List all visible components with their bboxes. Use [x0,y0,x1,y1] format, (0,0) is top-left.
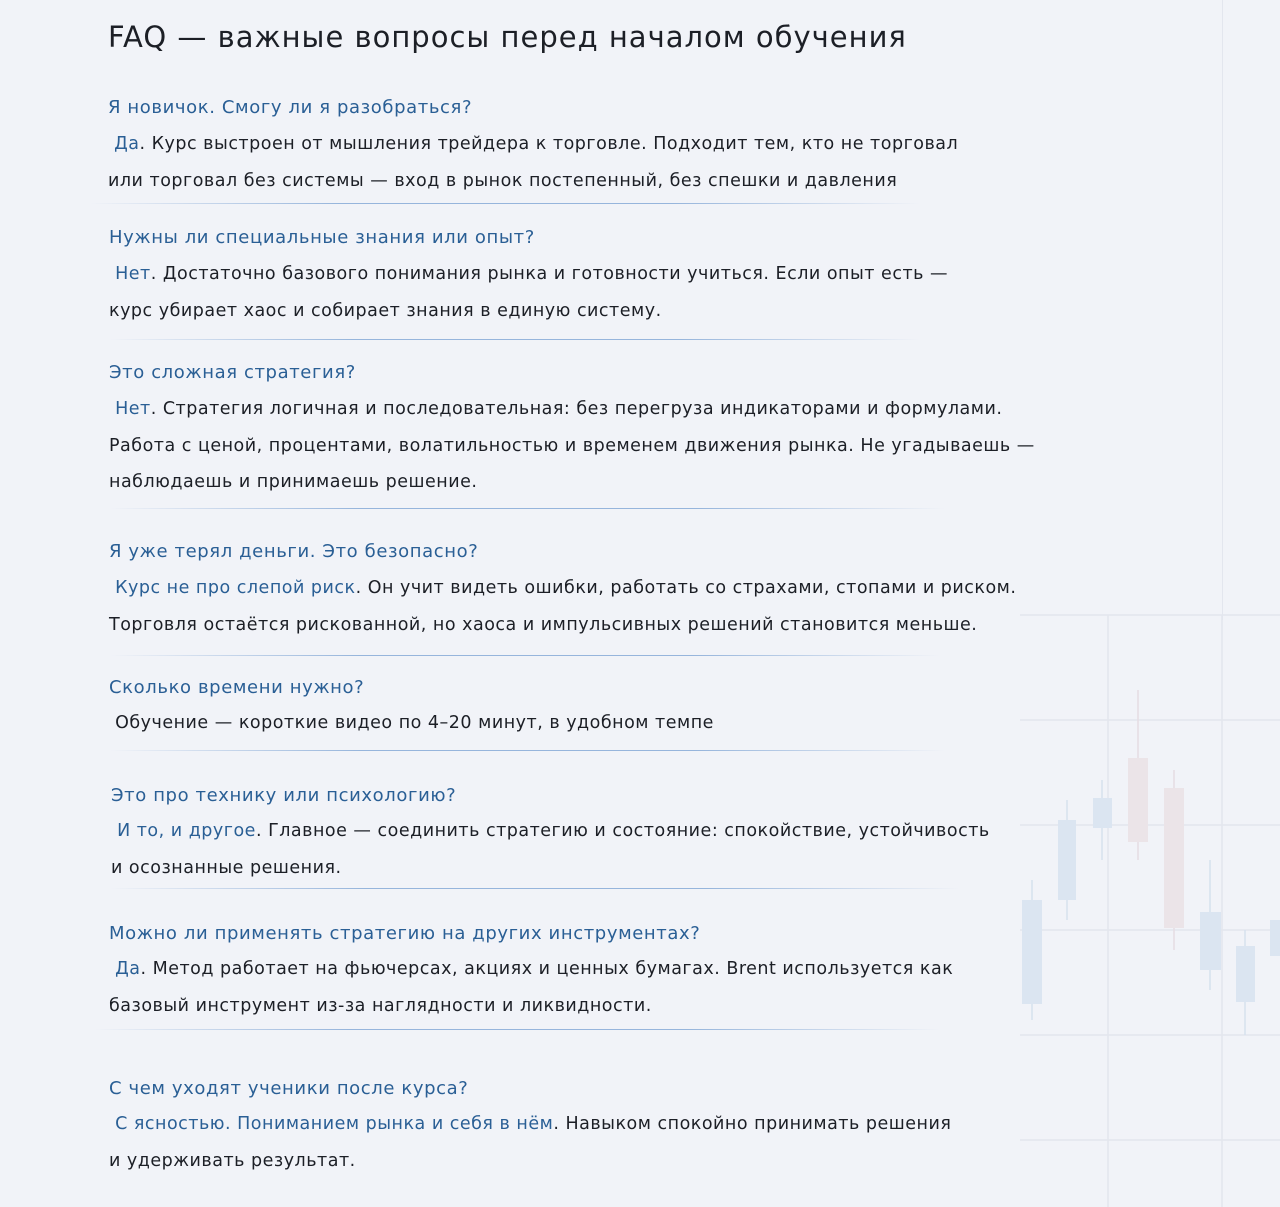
faq-answer-line [109,391,1035,428]
faq-answer-text: . Достаточно базового понимания рынка и готовности учиться. Если опыт есть — [150,264,949,284]
faq-question: Можно ли применять стратегию на других инструментах? [109,923,701,944]
background-candlestick-chart [1020,0,1280,1207]
faq-answer-line [111,813,990,850]
faq-question: Нужны ли специальные знания или опыт? [109,227,535,248]
faq-answer-line [109,1106,951,1143]
faq-answer-line: наблюдаешь и принимаешь решение. [109,472,478,492]
faq-answer-line: и осознанные решения. [111,857,342,878]
faq-answer-line: Торговля остаётся рискованной, но хаоса и импульсивных решений становится меньше. [109,614,978,635]
faq-answer [108,126,958,199]
candles [1022,690,1280,1035]
faq-answer [109,1106,951,1179]
faq-answer-text: Обучение — короткие видео по 4–20 минут, в удобном темпе [115,713,714,733]
faq-answer [109,391,1035,501]
faq-answer [109,256,948,329]
faq-divider [95,1029,940,1030]
faq-answer-lead: Нет [115,264,151,284]
faq-answer [111,813,990,886]
faq-answer-line: базовый инструмент из-за наглядности и ликвидности. [109,995,652,1016]
faq-question: Я уже терял деньги. Это безопасно? [109,541,479,562]
faq-answer-text: . Курс выстроен от мышления трейдера к торговле. Подходит тем, кто не торговал [139,134,959,154]
faq-answer-line [109,705,714,742]
faq-question: Сколько времени нужно? [109,677,365,698]
faq-answer-lead: Курс не про слепой риск [115,578,356,598]
faq-answer-line [109,256,948,293]
faq-answer-lead: Нет [115,399,151,419]
faq-answer-text: . Навыком спокойно принимать решения [553,1114,952,1134]
faq-answer-line [109,570,1016,607]
faq-answer-text: . Стратегия логичная и последовательная: без перегруза индикаторами и формулами. [150,399,1003,419]
faq-answer-line [109,951,953,988]
faq-divider [110,750,945,751]
faq-answer-text: . Он учит видеть ошибки, работать со страхами, стопами и риском. [355,578,1017,598]
faq-answer-line: Работа с ценой, процентами, волатильностью и временем движения рынка. Не угадываешь — [109,435,1035,456]
faq-answer-lead: С ясностью. Пониманием рынка и себя в нём [115,1114,554,1134]
faq-question: Это сложная стратегия? [109,362,356,383]
faq-answer-line: и удерживать результат. [109,1150,356,1171]
faq-answer-text: . Главное — соединить стратегию и состояние: спокойствие, устойчивость [255,821,990,841]
faq-divider [110,339,920,340]
faq-answer [109,705,714,742]
faq-question: С чем уходят ученики после курса? [109,1078,469,1099]
faq-question: Я новичок. Смогу ли я разобраться? [108,97,473,118]
faq-answer-text: . Метод работает на фьючерсах, акциях и ценных бумагах. Brent используется как [140,959,954,979]
faq-answer-line: или торговал без системы — вход в рынок постепенный, без спешки и давления [108,170,898,191]
faq-answer-lead: Да [114,134,140,154]
faq-divider [110,655,940,656]
faq-question: Это про технику или психологию? [111,785,457,806]
faq-answer-lead: Да [115,959,141,979]
faq-divider [90,203,920,204]
faq-answer-lead: И то, и другое [117,821,256,841]
faq-answer [109,951,953,1024]
faq-answer-line [108,126,958,163]
page-title: FAQ — важные вопросы перед началом обучения [108,20,907,54]
faq-divider [110,888,960,889]
faq-answer [109,570,1016,643]
faq-answer-line: курс убирает хаос и собирает знания в единую систему. [109,300,662,321]
faq-divider [110,508,945,509]
